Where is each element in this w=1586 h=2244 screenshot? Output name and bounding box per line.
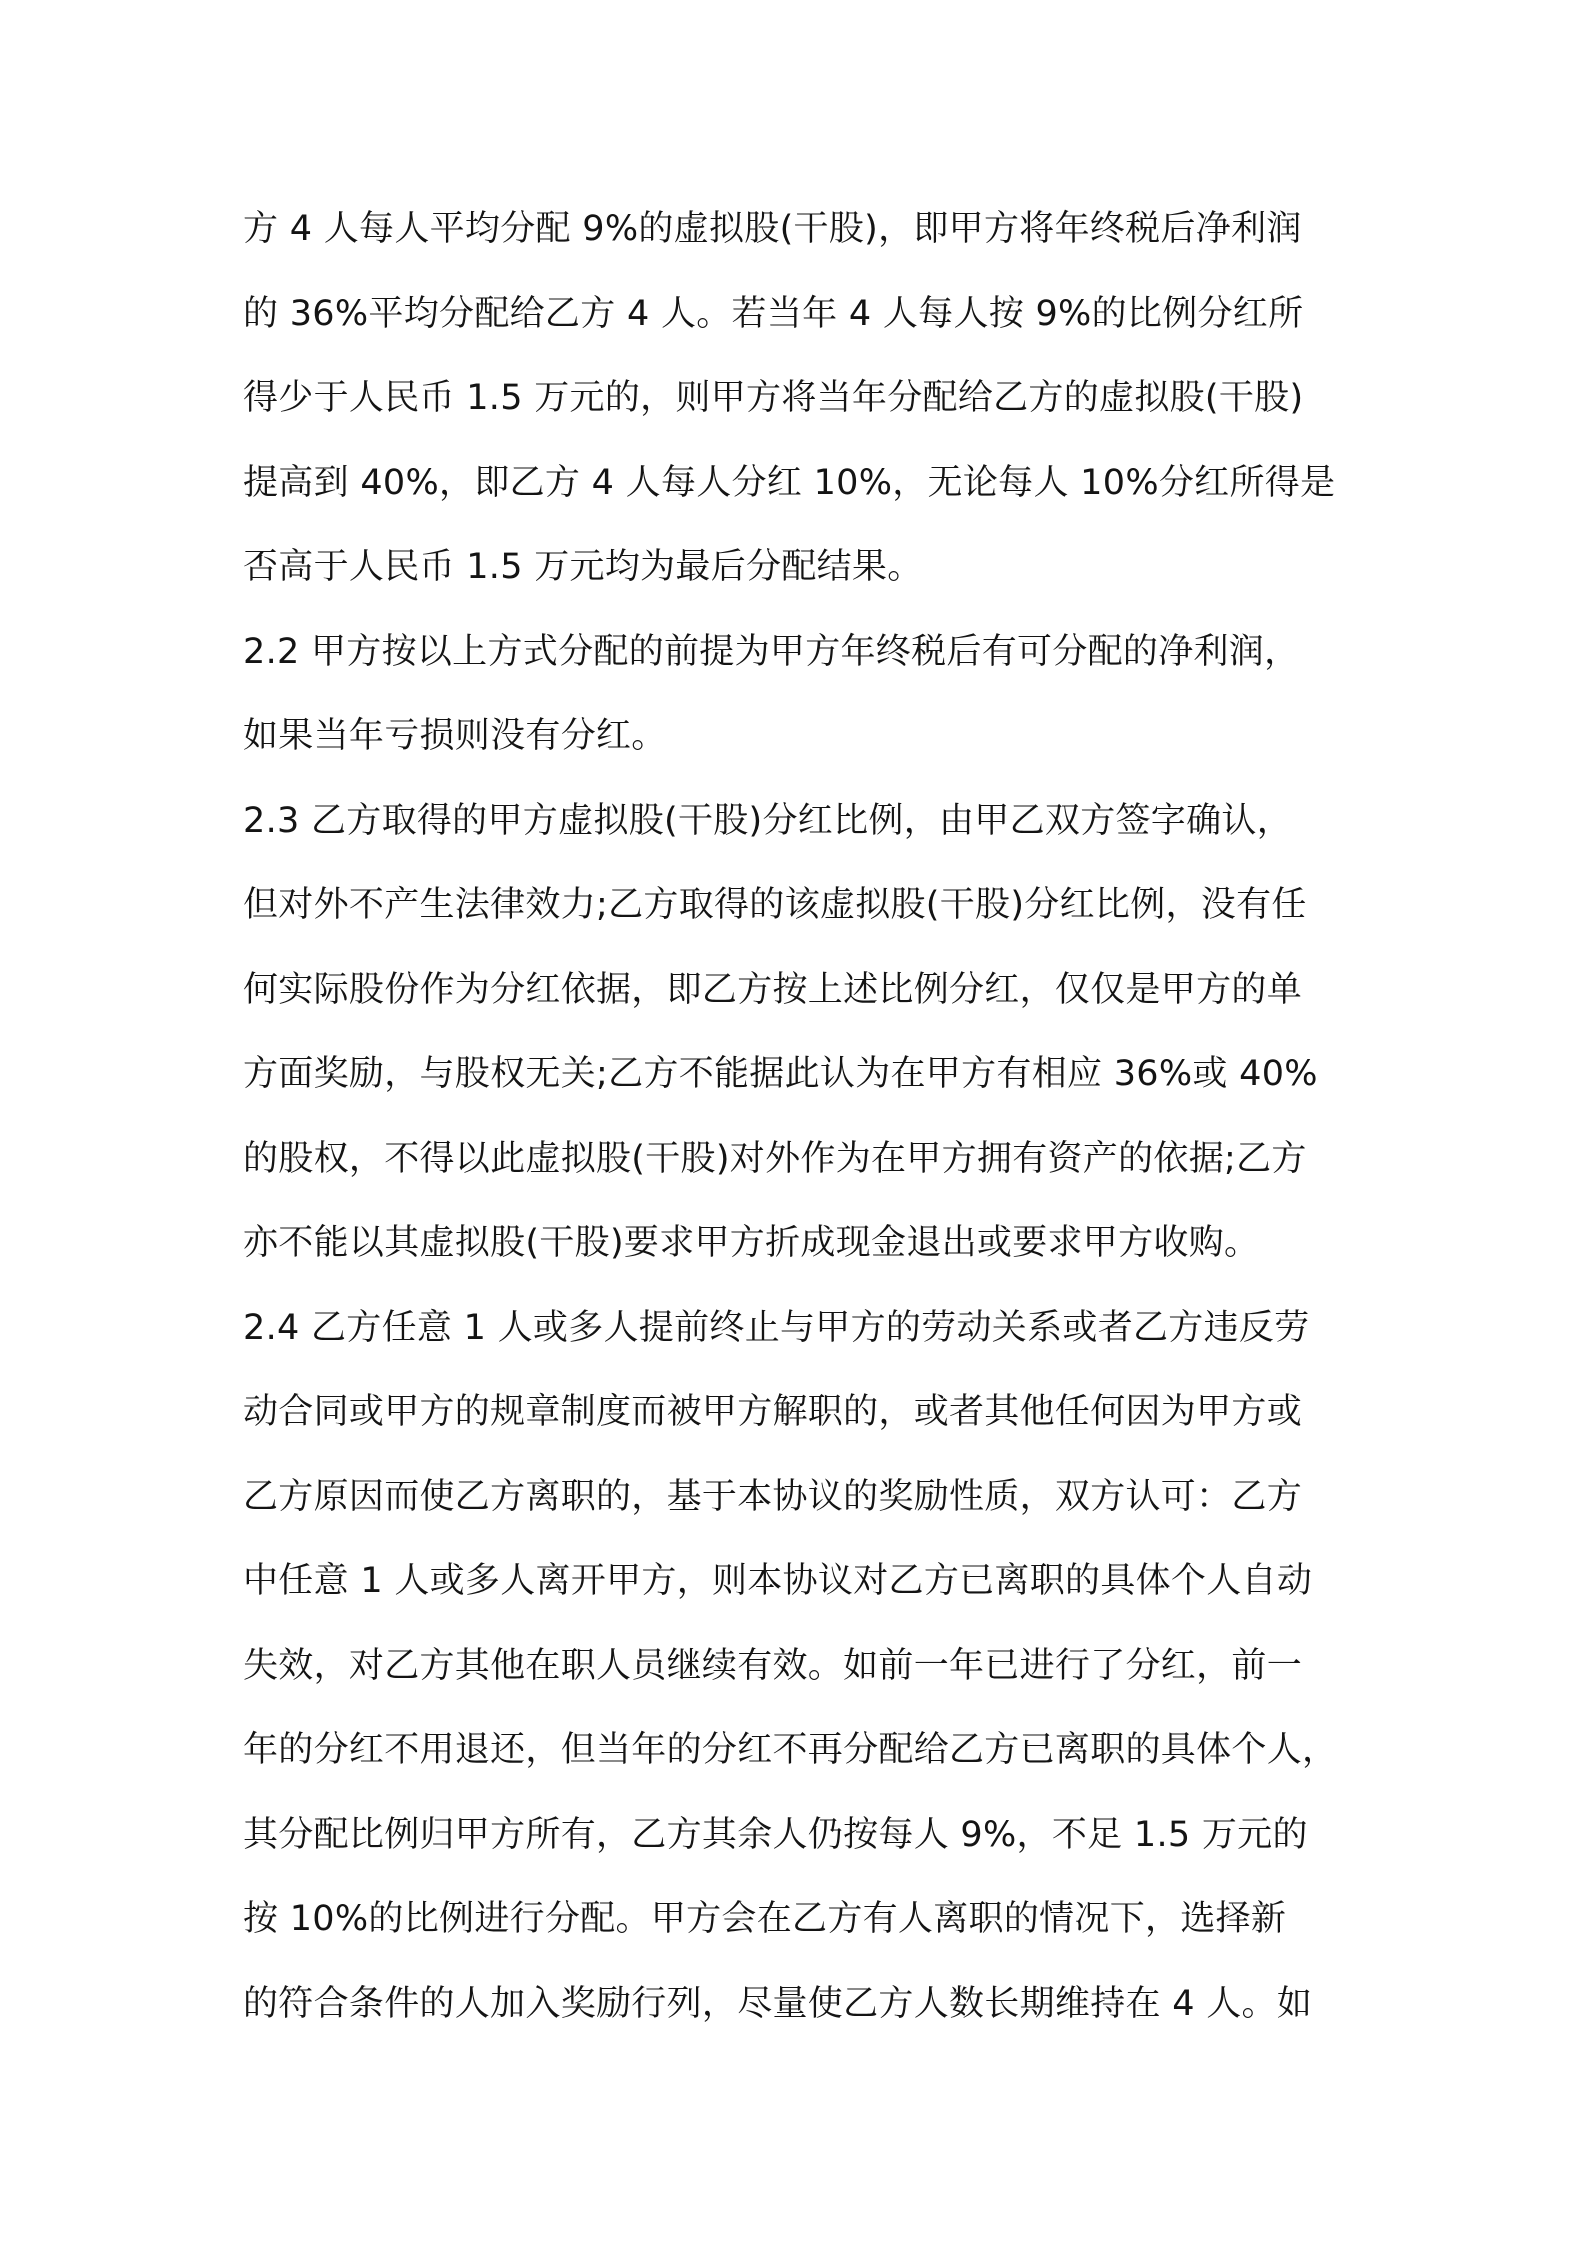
- text-line-5: 否高于人民币 1.5 万元均为最后分配结果。: [243, 547, 923, 587]
- clause-2-4-line-1: 2.4 乙方任意 1 人或多人提前终止与甲方的劳动关系或者乙方违反劳: [243, 1307, 1310, 1348]
- clause-2-4-line-2: 动合同或甲方的规章制度而被甲方解职的，或者其他任何因为甲方或: [243, 1392, 1303, 1432]
- clause-2-4-line-4: 中任意 1 人或多人离开甲方，则本协议对乙方已离职的具体个人自动: [243, 1561, 1313, 1601]
- clause-2-4-line-9: 的符合条件的人加入奖励行列，尽量使乙方人数长期维持在 4 人。如: [243, 1983, 1313, 2024]
- text-line-4: 提高到 40%，即乙方 4 人每人分红 10%，无论每人 10%分红所得是: [243, 462, 1336, 503]
- clause-2-3-line-1: 2.3 乙方取得的甲方虚拟股(干股)分红比例，由甲乙双方签字确认，: [243, 800, 1292, 841]
- clause-2-4-line-5: 失效，对乙方其他在职人员继续有效。如前一年已进行了分红，前一: [243, 1645, 1303, 1686]
- clause-2-4-line-3: 乙方原因而使乙方离职的，基于本协议的奖励性质，双方认可：乙方: [243, 1476, 1303, 1517]
- clause-2-4-line-6: 年的分红不用退还，但当年的分红不再分配给乙方已离职的具体个人，: [243, 1730, 1338, 1770]
- clause-2-2-line-1: 2.2 甲方按以上方式分配的前提为甲方年终税后有可分配的净利润，: [243, 631, 1300, 672]
- agreement-body-text: [243, 204, 1363, 2063]
- text-line-2: 的 36%平均分配给乙方 4 人。若当年 4 人每人按 9%的比例分红所: [243, 293, 1304, 334]
- text-line-1: 方 4 人每人平均分配 9%的虚拟股(干股)，即甲方将年终税后净利润: [243, 209, 1302, 249]
- clause-2-3-line-6: 亦不能以其虚拟股(干股)要求甲方折成现金退出或要求甲方收购。: [243, 1223, 1260, 1263]
- text-line-3: 得少于人民币 1.5 万元的，则甲方将当年分配给乙方的虚拟股(干股): [243, 378, 1304, 418]
- clause-2-2-line-2: 如果当年亏损则没有分红。: [243, 716, 667, 756]
- clause-2-3-line-4: 方面奖励，与股权无关;乙方不能据此认为在甲方有相应 36%或 40%: [243, 1054, 1318, 1094]
- clause-2-4-line-8: 按 10%的比例进行分配。甲方会在乙方有人离职的情况下，选择新: [243, 1899, 1287, 1939]
- clause-2-3-line-2: 但对外不产生法律效力;乙方取得的该虚拟股(干股)分红比例，没有任: [243, 885, 1307, 925]
- clause-2-3-line-5: 的股权，不得以此虚拟股(干股)对外作为在甲方拥有资产的依据;乙方: [243, 1138, 1307, 1179]
- clause-2-4-line-7: 其分配比例归甲方所有，乙方其余人仍按每人 9%，不足 1.5 万元的: [243, 1814, 1308, 1855]
- clause-2-3-line-3: 何实际股份作为分红依据，即乙方按上述比例分红，仅仅是甲方的单: [243, 969, 1303, 1010]
